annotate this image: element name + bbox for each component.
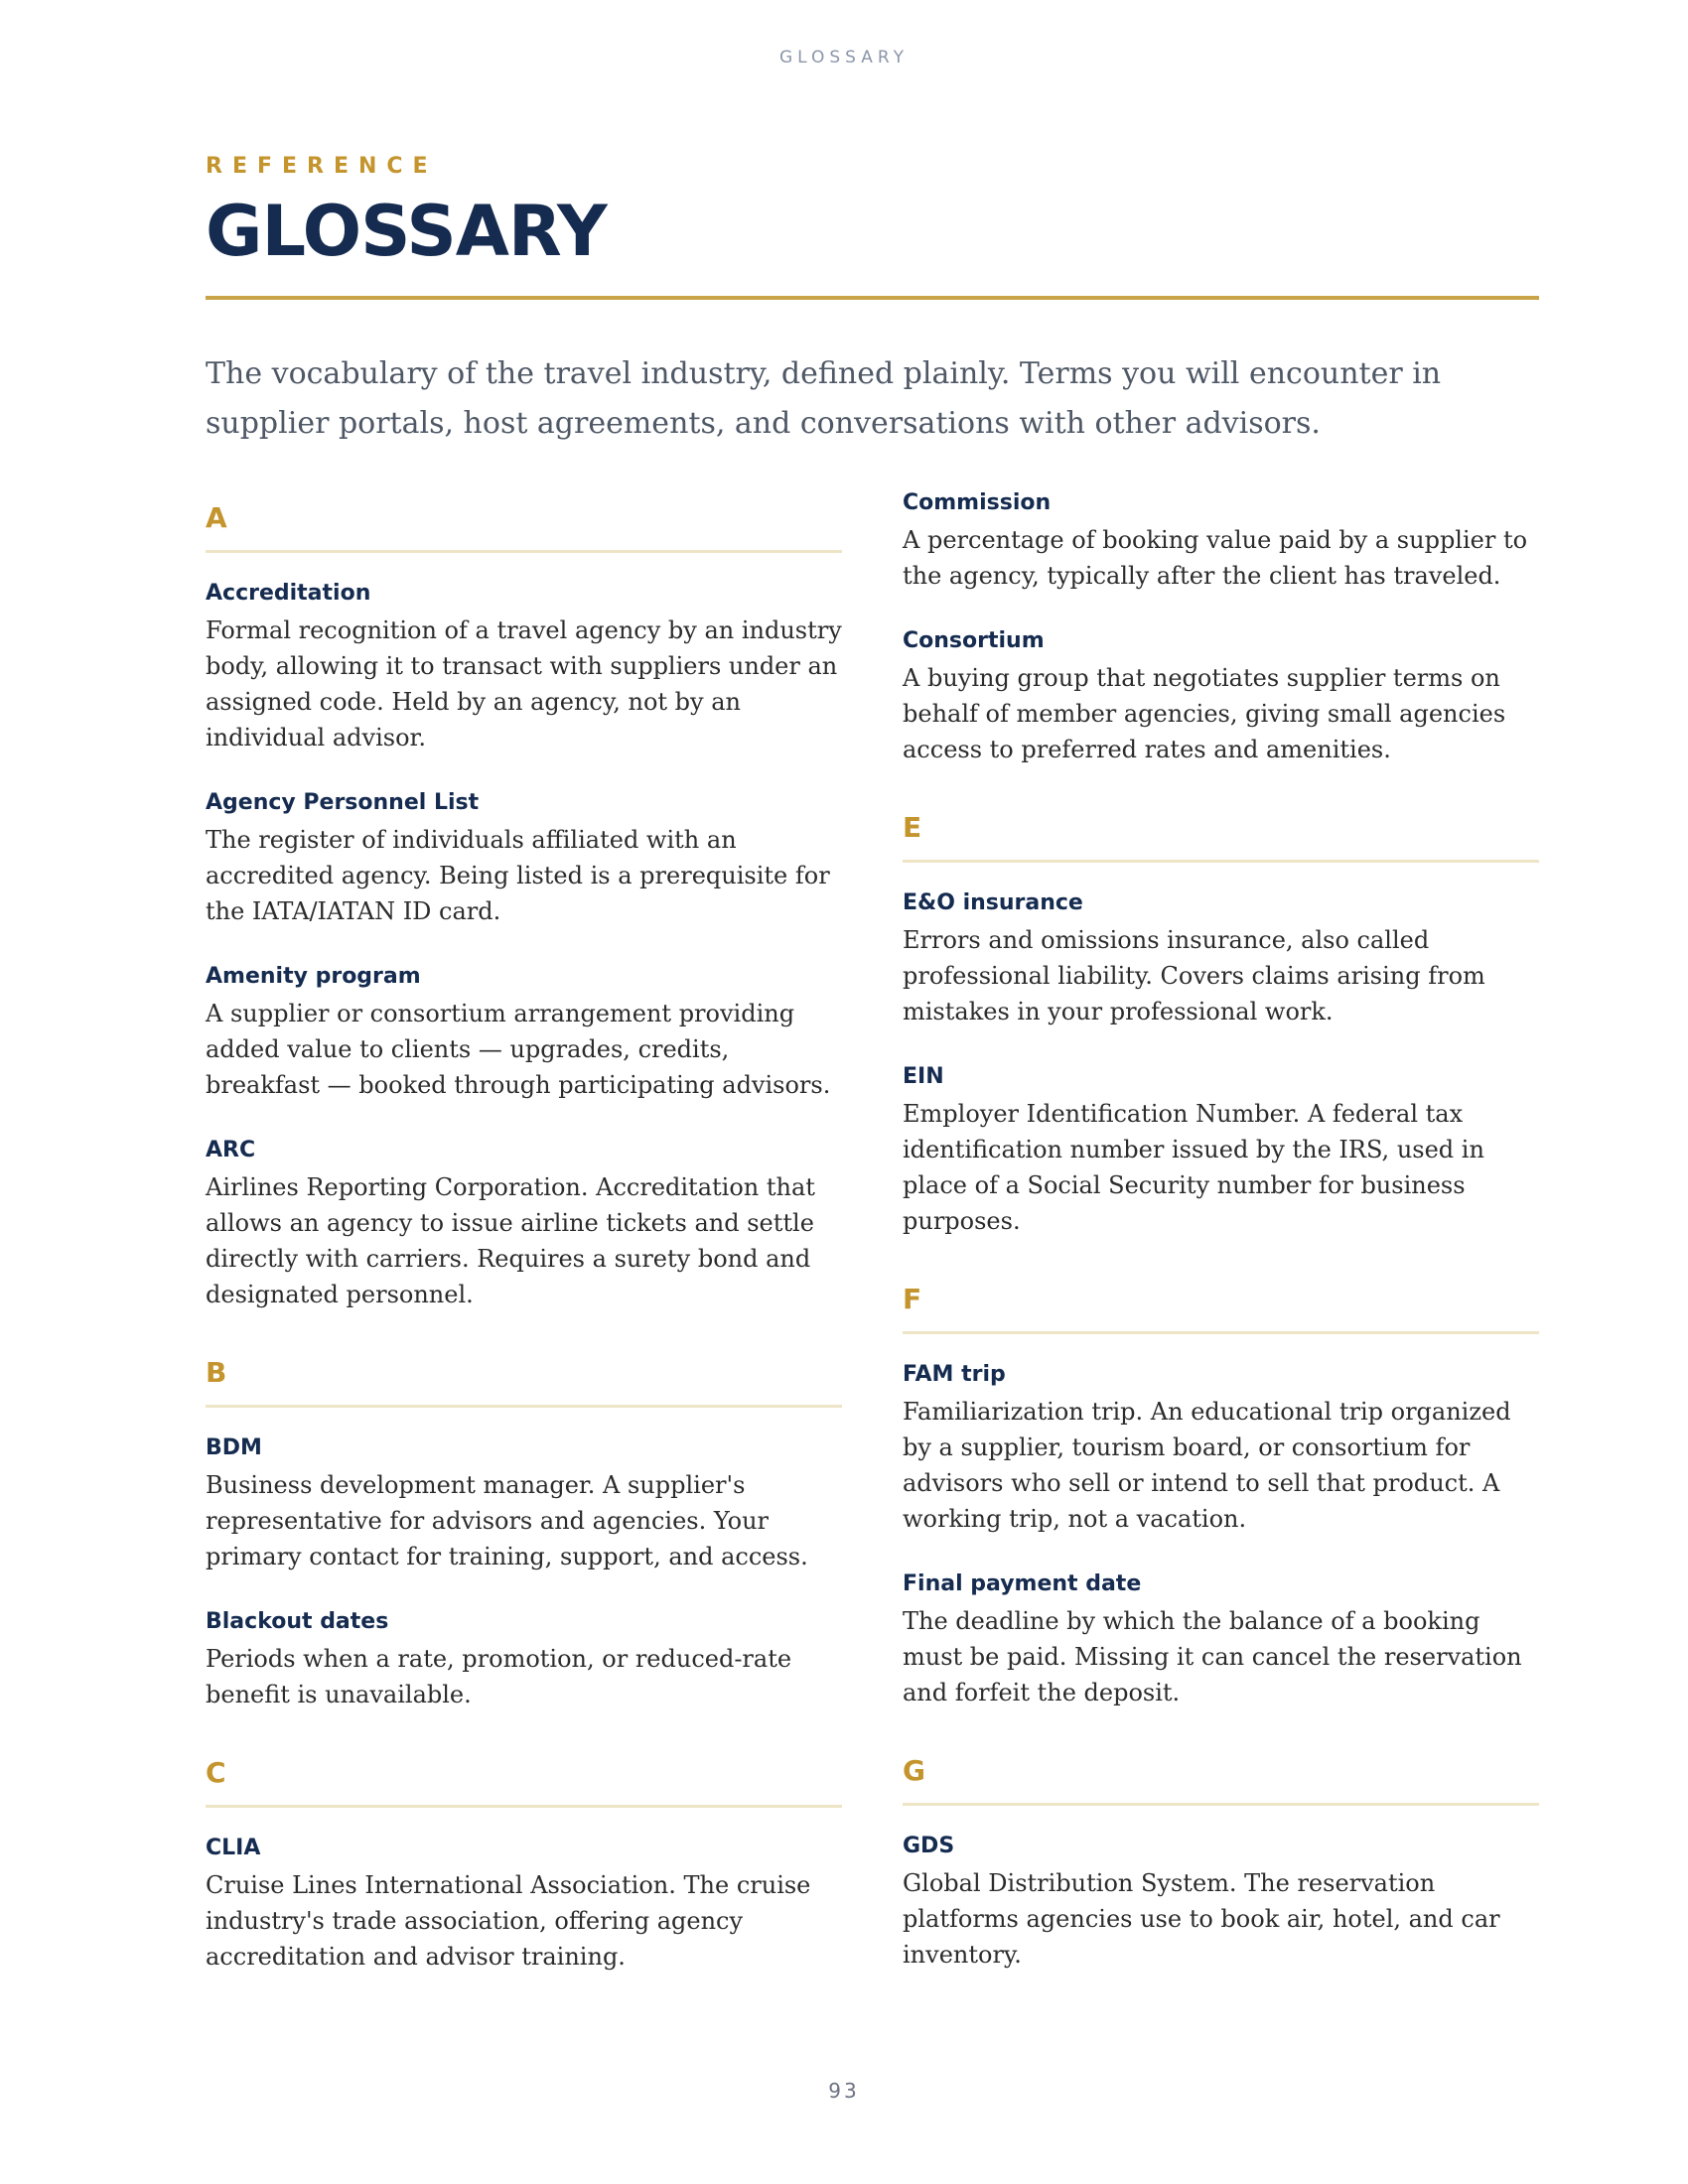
page-number: 93 [828,2079,860,2103]
letter-section-b [206,1345,842,1712]
term-definition: Employer Identification Number. A federal tax identification number issued by the IRS, used in place of a Social Security number for business purposes. [903,1100,1484,1235]
glossary-term [206,1136,842,1312]
right-column [903,490,1539,2007]
term-definition: Familiarization trip. An educational trip organized by a supplier, tourism board, or consortium for advisors who sell or intend to sell that product. A working trip, not a vacation. [903,1398,1511,1533]
section-eyebrow: REFERENCE [206,154,438,179]
letter-section-g [903,1743,1539,1973]
left-column [206,490,842,2007]
letter-divider [206,550,842,553]
letter-divider [903,860,1539,863]
term-name: Amenity program [206,964,421,989]
glossary-term [206,1433,842,1574]
letter-heading: F [903,1283,922,1315]
term-definition: A buying group that negotiates supplier terms on behalf of member agencies, giving small agencies access to preferred rates and amenities. [903,664,1506,763]
term-name: Commission [903,490,1052,515]
letter-divider [206,1405,842,1408]
letter-section-f [903,1272,1539,1710]
glossary-term [903,1062,1539,1239]
title-divider [206,296,1539,300]
page-title: GLOSSARY [206,191,607,272]
term-definition: Cruise Lines International Association. The cruise industry's trade association, offering agency accreditation and advisor training. [206,1871,811,1971]
term-name: Blackout dates [206,1609,389,1634]
term-definition: Errors and omissions insurance, also called professional liability. Covers claims arising from mistakes in your professional work. [903,926,1485,1025]
glossary-term [903,1570,1539,1710]
term-definition: Global Distribution System. The reservation platforms agencies use to book air, hotel, and car inventory. [903,1869,1500,1969]
letter-heading: A [206,501,227,534]
letter-heading: C [206,1756,226,1789]
term-definition: The register of individuals affiliated with an accredited agency. Being listed is a prerequisite for the IATA/IATAN ID card. [206,826,830,925]
glossary-term [903,1360,1539,1537]
glossary-term [903,888,1539,1029]
glossary-columns [206,490,1539,2007]
term-name: GDS [903,1834,955,1858]
term-definition: Business development manager. A supplier's representative for advisors and agencies. Your primary contact for training, support, and access. [206,1471,808,1570]
letter-divider [903,1331,1539,1334]
letter-divider [206,1805,842,1808]
term-definition: Formal recognition of a travel agency by an industry body, allowing it to transact with suppliers under an assigned code. Held by an agency, not by an individual advisor. [206,616,842,751]
letter-divider [903,1803,1539,1806]
term-name: FAM trip [903,1362,1006,1387]
term-name: ARC [206,1138,256,1162]
term-definition: A supplier or consortium arrangement providing added value to clients — upgrades, credits, breakfast — booked through participating advisors. [206,1000,831,1099]
letter-section-a [206,490,842,1312]
letter-heading: E [903,811,922,844]
term-name: EIN [903,1064,944,1089]
glossary-term [206,1607,842,1712]
term-name: Consortium [903,628,1045,653]
term-definition: Airlines Reporting Corporation. Accreditation that allows an agency to issue airline tickets and settle directly with carriers. Requires a surety bond and designated personnel. [206,1173,815,1308]
term-definition: A percentage of booking value paid by a supplier to the agency, typically after the client has traveled. [903,526,1528,590]
letter-heading: G [903,1754,925,1787]
term-definition: The deadline by which the balance of a booking must be paid. Missing it can cancel the reservation and forfeit the deposit. [903,1607,1522,1706]
glossary-page [206,154,1539,2007]
term-name: Final payment date [903,1571,1142,1596]
glossary-term [206,962,842,1103]
glossary-term [903,1832,1539,1973]
term-name: E&O insurance [903,890,1083,915]
term-definition: Periods when a rate, promotion, or reduced-rate benefit is unavailable. [206,1645,792,1708]
term-name: Agency Personnel List [206,790,480,815]
letter-section-e [903,800,1539,1239]
term-name: BDM [206,1435,262,1460]
term-name: Accreditation [206,581,371,606]
letter-heading: B [206,1356,227,1389]
term-name: CLIA [206,1836,261,1860]
intro-paragraph: The vocabulary of the travel industry, defined plainly. Terms you will encounter in supplier portals, host agreements, and conversations with other advisors. [206,356,1442,441]
glossary-term [903,488,1539,594]
glossary-term [206,1834,842,1975]
continued-section-c [903,488,1539,767]
glossary-term [206,788,842,929]
letter-section-c [206,1745,842,1975]
glossary-term [206,579,842,755]
running-head: GLOSSARY [778,48,910,68]
glossary-term [903,626,1539,767]
